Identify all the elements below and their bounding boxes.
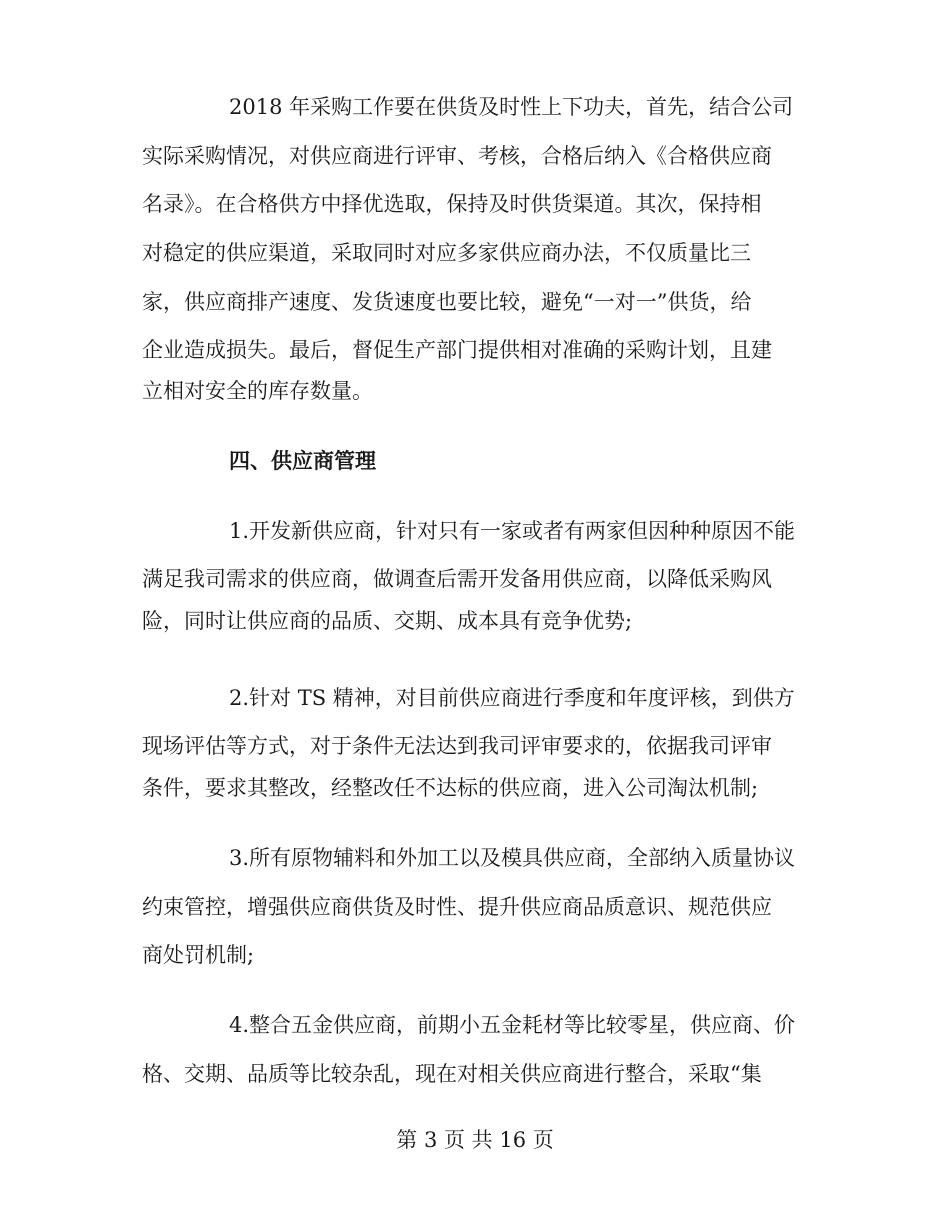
paragraph-line: 实际采购情况，对供应商进行评审、考核，合格后纳入《合格供应商: [142, 144, 772, 168]
paragraph-line: 约束管控，增强供应商供货及时性、提升供应商品质意识、规范供应: [142, 895, 772, 919]
paragraph-line: 满足我司需求的供应商，做调查后需开发备用供应商，以降低采购风: [142, 567, 772, 591]
section-heading: 四、供应商管理: [229, 448, 376, 473]
paragraph-line: 商处罚机制;: [142, 943, 255, 967]
paragraph-line: 3.所有原物辅料和外加工以及模具供应商，全部纳入质量协议: [229, 846, 796, 870]
paragraph-line: 企业造成损失。最后，督促生产部门提供相对准确的采购计划，且建: [142, 338, 772, 362]
paragraph-line: 4.整合五金供应商，前期小五金耗材等比较零星，供应商、价: [229, 1013, 796, 1037]
page-number-footer: 第 3 页 共 16 页: [396, 1128, 554, 1152]
paragraph-line: 2018 年采购工作要在供货及时性上下功夫，首先，结合公司: [229, 95, 794, 119]
paragraph-line: 2.针对 TS 精神，对目前供应商进行季度和年度评核，到供方: [229, 686, 795, 710]
paragraph-line: 名录》。在合格供方中择优选取，保持及时供货渠道。其次，保持相: [142, 192, 762, 216]
paragraph-line: 对稳定的供应渠道，采取同时对应多家供应商办法，不仅质量比三: [142, 241, 751, 265]
paragraph-line: 险，同时让供应商的品质、交期、成本具有竞争优势;: [142, 609, 633, 633]
paragraph-line: 现场评估等方式，对于条件无法达到我司评审要求的，依据我司评审: [142, 734, 772, 758]
paragraph-line: 立相对安全的库存数量。: [142, 379, 373, 403]
paragraph-line: 条件，要求其整改，经整改任不达标的供应商，进入公司淘汰机制;: [142, 776, 759, 800]
paragraph-line: 格、交期、品质等比较杂乱，现在对相关供应商进行整合，采取“集: [142, 1062, 762, 1086]
paragraph-line: 1.开发新供应商，针对只有一家或者有两家但因种种原因不能: [229, 519, 796, 543]
paragraph-line: 家，供应商排产速度、发货速度也要比较，避免“一对一”供货，给: [142, 290, 752, 314]
